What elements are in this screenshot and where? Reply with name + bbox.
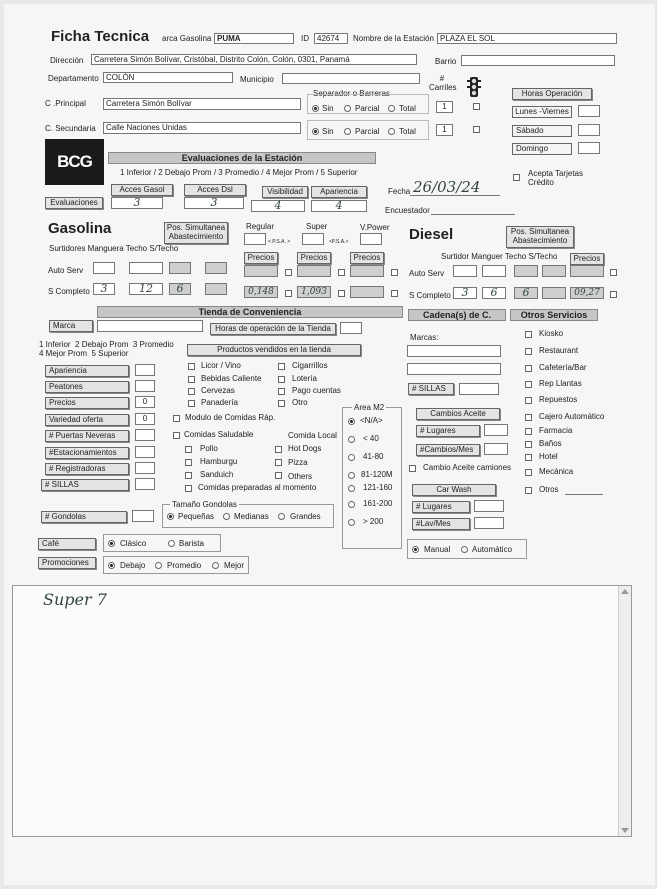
gondolas-label: # Gondolas [41, 511, 127, 523]
separador2-parcial-radio[interactable] [344, 128, 351, 135]
area-81-120-label: 81-120M [361, 470, 393, 479]
evaluaciones-label: Evaluaciones [45, 197, 103, 209]
cadena-marcas-label: Marcas: [410, 333, 439, 342]
cafe-label: Café [38, 538, 96, 550]
grandes-label: Grandes [290, 512, 321, 521]
gas-auto-techo[interactable] [169, 262, 191, 274]
notes-text: Super 7 [43, 590, 107, 609]
tienda-variedad-field[interactable]: 0 [135, 413, 155, 425]
cafe-clasico-label: Clásico [120, 539, 147, 548]
nombre-estacion-field[interactable]: PLAZA EL SOL [437, 33, 617, 44]
nombre-estacion-label: Nombre de la Estación [353, 34, 434, 43]
gas-auto-manguera[interactable] [129, 262, 163, 274]
municipio-field[interactable] [282, 73, 420, 84]
promo-promedio-radio[interactable] [155, 562, 162, 569]
farmacia-checkbox[interactable] [525, 428, 532, 435]
departamento-field[interactable]: COLÓN [103, 72, 233, 83]
scroll-down-icon[interactable] [621, 828, 629, 833]
hamburguesa-checkbox[interactable] [185, 459, 192, 466]
area-41-80-label: 41-80 [363, 452, 384, 461]
dsl-sc-techo[interactable]: 6 [514, 287, 538, 299]
tienda-puertas-field[interactable] [135, 429, 155, 441]
area-m2-title: Area M2 [354, 403, 385, 412]
tienda-horas-field[interactable] [340, 322, 362, 334]
tienda-puertas-label: # Puertas Neveras [45, 430, 129, 442]
notes-textarea[interactable] [12, 585, 632, 837]
otros-label: Otros [539, 485, 559, 494]
licor-vino-checkbox[interactable] [188, 363, 195, 370]
acepta-tarjetas-label: Acepta Tarjetas Crédito [528, 169, 583, 187]
gas-auto-regular-checkbox[interactable] [285, 269, 292, 276]
cadena-marcas-field-2[interactable] [407, 363, 501, 375]
id-label: ID [301, 34, 309, 43]
area-gt200-radio[interactable] [348, 519, 355, 526]
licor-vino-label: Licor / Vino [201, 361, 241, 370]
cafeteria-label: Cafetería/Bar [539, 363, 587, 372]
separador2-total-label: Total [399, 127, 416, 136]
diesel-precios-label: Precios [570, 253, 604, 265]
carwash-lav-mes-label: #Lav/Mes [412, 518, 470, 530]
area-161-200-radio[interactable] [348, 501, 355, 508]
direccion-field[interactable]: Carretera Simón Bolívar, Cristóbal, Distrito Colón, Colón, 0301, Panamá [91, 54, 417, 65]
cafeteria-checkbox[interactable] [525, 365, 532, 372]
tienda-peatones-field[interactable] [135, 380, 155, 392]
cambios-lugares-field[interactable] [484, 424, 508, 436]
gas-auto-super-checkbox[interactable] [338, 269, 345, 276]
grandes-radio[interactable] [278, 513, 285, 520]
restaurant-checkbox[interactable] [525, 348, 532, 355]
gas-sc-price-super[interactable]: 1,093 [297, 286, 331, 298]
cafe-clasico-radio[interactable] [108, 540, 115, 547]
regular-precios-label: Precios [244, 252, 278, 264]
encuestador-label: Encuestador [385, 206, 430, 215]
gasolina-title: Gasolina [48, 220, 112, 237]
loteria-label: Lotería [292, 374, 317, 383]
carwash-automatico-label: Automático [472, 545, 513, 554]
gasolina-pos-simultanea: Pos. Simultanea Abastecimiento [164, 222, 228, 244]
tienda-scale: 1 Inferior 2 Debajo Prom 3 Promedio 4 Mejor Prom 5 Superior [39, 340, 174, 358]
pequenas-label: Pequeñas [178, 512, 215, 521]
evaluaciones-scale: 1 Inferior / 2 Debajo Prom / 3 Promedio / 4 Mejor Prom / 5 Superior [120, 168, 358, 177]
municipio-label: Municipio [240, 75, 274, 84]
farmacia-label: Farmacia [539, 426, 573, 435]
marca-gasolina-field[interactable]: PUMA [214, 33, 294, 44]
cervezas-checkbox[interactable] [188, 388, 195, 395]
tienda-peatones-label: Peatones [45, 381, 129, 393]
carriles-principal-checkbox[interactable] [473, 103, 480, 110]
comidas-saludable-checkbox[interactable] [173, 432, 180, 439]
separador1-parcial-radio[interactable] [344, 105, 351, 112]
dsl-auto-checkbox[interactable] [610, 269, 617, 276]
separador-label: Separador o Barreras [313, 89, 390, 98]
promo-mejor-label: Mejor [224, 561, 245, 570]
tienda-sillas-field[interactable] [135, 478, 155, 490]
carriles-principal-field[interactable]: 1 [436, 101, 453, 113]
area-lt40-label: < 40 [363, 434, 379, 443]
diesel-title: Diesel [409, 226, 454, 243]
cigarrillos-label: Cigarrillos [292, 361, 328, 370]
hot-dogs-checkbox[interactable] [275, 446, 282, 453]
area-na-radio[interactable] [348, 418, 355, 425]
gas-auto-price-vpower[interactable] [350, 265, 384, 277]
gas-sc-price-vpower[interactable] [350, 286, 384, 298]
productos-vendidos-label: Productos vendidos en la tienda [187, 344, 361, 356]
separador1-total-label: Total [399, 104, 416, 113]
medianas-label: Medianas [234, 512, 269, 521]
tienda-precios-field[interactable]: 0 [135, 396, 155, 408]
tienda-precios-label: Precios [45, 397, 129, 409]
pago-cuentas-checkbox[interactable] [278, 388, 285, 395]
carriles-label: # Carriles [429, 74, 457, 92]
cajero-label: Cajero Automático [539, 412, 605, 421]
gas-auto-surtidores[interactable] [93, 262, 115, 274]
panaderia-label: Panadería [201, 398, 238, 407]
area-gt200-label: > 200 [363, 517, 384, 526]
cambios-lugares-label: # Lugares [416, 425, 480, 437]
tienda-apariencia-field[interactable] [135, 364, 155, 376]
mecanica-label: Mecánica [539, 467, 574, 476]
separador2-sin-label: Sin [322, 127, 334, 136]
form-title: Ficha Tecnica [51, 28, 150, 45]
dsl-auto-surtidor[interactable] [453, 265, 477, 277]
promo-promedio-label: Promedio [167, 561, 202, 570]
area-lt40-radio[interactable] [348, 436, 355, 443]
domingo-field[interactable] [578, 142, 600, 154]
calle-secundaria-field[interactable]: Calle Naciones Unidas [103, 122, 301, 134]
dsl-sc-checkbox[interactable] [610, 291, 617, 298]
gas-sc-super-checkbox[interactable] [338, 290, 345, 297]
mecanica-checkbox[interactable] [525, 469, 532, 476]
carwash-automatico-radio[interactable] [461, 546, 468, 553]
direccion-label: Dirección [50, 56, 84, 65]
tienda-estacionamientos-label: #Estacionamientos [45, 447, 129, 459]
promo-mejor-radio[interactable] [212, 562, 219, 569]
area-121-160-radio[interactable] [348, 485, 355, 492]
super-psa-label: <P.S.A.> [329, 239, 349, 245]
otros-underline[interactable] [565, 494, 603, 495]
cadena-marcas-field-1[interactable] [407, 345, 501, 357]
gas-auto-price-regular[interactable] [244, 265, 278, 277]
banos-checkbox[interactable] [525, 441, 532, 448]
promo-debajo-radio[interactable] [108, 562, 115, 569]
regular-label: Regular [246, 222, 275, 231]
cambios-mes-label: #Cambios/Mes [416, 444, 480, 456]
dsl-auto-manguer[interactable] [482, 265, 506, 277]
gas-sc-vpower-checkbox[interactable] [391, 290, 398, 297]
gas-auto-vpower-checkbox[interactable] [391, 269, 398, 276]
lunes-viernes-field[interactable] [578, 105, 600, 117]
acces-gasol-label: Acces Gasol [111, 184, 173, 196]
gasolina-s-completo-label: S Completo [48, 287, 90, 296]
bebidas-caliente-checkbox[interactable] [188, 376, 195, 383]
scroll-up-icon[interactable] [621, 589, 629, 594]
dsl-sc-price[interactable]: 09,27 [570, 287, 604, 299]
tienda-horas-label: Horas de operación de la Tienda [210, 323, 336, 335]
traffic-light-icon [467, 76, 481, 100]
regular-psa-label: < P.S.A. > [268, 239, 291, 245]
otros-servicios-header: Otros Servicios [510, 309, 598, 321]
bebidas-caliente-label: Bebidas Caliente [201, 374, 262, 383]
domingo-label: Domingo [512, 143, 572, 155]
gas-auto-stecho[interactable] [205, 262, 227, 274]
tienda-marca-field[interactable] [97, 320, 203, 332]
gasolina-auto-serv-label: Auto Serv [48, 266, 84, 275]
kiosko-label: Kiosko [539, 329, 564, 338]
vpower-precios-label: Precios [350, 252, 384, 264]
cadena-sillas-field[interactable] [459, 383, 499, 395]
tienda-variedad-label: Variedad oferta [45, 414, 129, 426]
barrio-field[interactable] [461, 55, 615, 66]
area-161-200-label: 161-200 [363, 499, 393, 508]
promo-debajo-label: Debajo [120, 561, 146, 570]
carwash-manual-label: Manual [424, 545, 451, 554]
pequenas-radio[interactable] [167, 513, 174, 520]
diesel-auto-serv-label: Auto Serv [409, 269, 445, 278]
otro-checkbox[interactable] [278, 400, 285, 407]
barrio-label: Barrio [435, 57, 457, 66]
comidas-preparadas-checkbox[interactable] [185, 485, 192, 492]
dsl-sc-stecho[interactable] [542, 287, 566, 299]
sabado-field[interactable] [578, 124, 600, 136]
tienda-estacionamientos-field[interactable] [135, 446, 155, 458]
vpower-psa-field[interactable] [360, 233, 382, 245]
cambio-camiones-checkbox[interactable] [409, 465, 416, 472]
tienda-sillas-label: # SILLAS [41, 479, 129, 491]
separador1-parcial-label: Parcial [355, 104, 380, 113]
area-na-label: <N/A> [360, 416, 383, 425]
gas-sc-techo[interactable]: 6 [169, 283, 191, 295]
diesel-pos-simultanea: Pos. Simultanea Abastecimiento [506, 226, 574, 248]
panaderia-checkbox[interactable] [188, 400, 195, 407]
gasolina-columns: Surtidores Manguera Techo S/Techo [49, 244, 179, 253]
comidas-saludable-label: Comidas Saludable [184, 430, 254, 439]
carwash-lugares-label: # Lugares [412, 501, 470, 513]
tienda-marca-label: Marca [49, 320, 93, 332]
loteria-checkbox[interactable] [278, 376, 285, 383]
cambios-mes-field[interactable] [484, 443, 508, 455]
cadena-sillas-label: # SILLAS [408, 383, 454, 395]
comidas-preparadas-label: Comidas preparadas al momento [198, 483, 317, 492]
fecha-label: Fecha [388, 187, 411, 196]
horas-operacion-header: Horas Operación [512, 88, 592, 100]
cigarrillos-checkbox[interactable] [278, 363, 285, 370]
tienda-apariencia-label: Apariencia [45, 365, 129, 377]
cambios-aceite-header: Cambios Aceite [416, 408, 500, 420]
dsl-auto-price[interactable] [570, 265, 604, 277]
area-121-160-label: 121-160 [363, 483, 393, 492]
super-psa-field[interactable] [302, 233, 324, 245]
separador1-sin-radio[interactable] [312, 105, 319, 112]
tamano-gondolas-title: Tamaño Gondolas [172, 500, 237, 509]
kiosko-checkbox[interactable] [525, 331, 532, 338]
eval-visibilidad-field[interactable]: 4 [251, 200, 305, 212]
visibilidad-label: Visibilidad [262, 186, 308, 198]
others-label: Others [288, 472, 313, 481]
medianas-radio[interactable] [223, 513, 230, 520]
hotel-label: Hotel [539, 452, 558, 461]
bcg-logo: BCG [45, 139, 104, 185]
restaurant-label: Restaurant [539, 346, 579, 355]
sabado-label: Sábado [512, 125, 572, 137]
super-precios-label: Precios [297, 252, 331, 264]
gondolas-field[interactable] [132, 510, 154, 522]
cafe-barista-radio[interactable] [168, 540, 175, 547]
pollo-checkbox[interactable] [185, 446, 192, 453]
marca-gasolina-label: arca Gasolina [162, 34, 212, 43]
departamento-label: Departamento [48, 74, 99, 83]
dsl-auto-stecho[interactable] [542, 265, 566, 277]
form-sheet [4, 4, 655, 885]
tienda-header: Tienda de Conveniencia [97, 306, 403, 318]
cadena-header: Cadena(s) de C. [408, 309, 506, 321]
banos-label: Baños [539, 439, 562, 448]
repuestos-checkbox[interactable] [525, 397, 532, 404]
hamburguesa-label: Hamburgu [200, 457, 238, 466]
sanduich-label: Sanduich [200, 470, 234, 479]
gas-sc-manguera[interactable]: 12 [129, 283, 163, 295]
separador1-total-radio[interactable] [388, 105, 395, 112]
separador2-sin-radio[interactable] [312, 128, 319, 135]
cajero-checkbox[interactable] [525, 414, 532, 421]
apariencia-label: Apariencia [311, 186, 367, 198]
rep-llantas-label: Rep Llantas [539, 379, 582, 388]
calle-secundaria-label: C. Secundaria [45, 124, 96, 133]
super-label: Super [306, 222, 328, 231]
tienda-registradoras-label: # Registradoras [45, 463, 129, 475]
carriles-secundaria-field[interactable]: 1 [436, 124, 453, 136]
hot-dogs-label: Hot Dogs [288, 444, 322, 453]
lunes-viernes-label: Lunes -Viernes [512, 106, 572, 118]
calle-principal-field[interactable]: Carretera Simón Bolívar [103, 98, 301, 110]
fecha-underline [410, 195, 500, 196]
carwash-lugares-field[interactable] [474, 500, 504, 512]
separador2-total-radio[interactable] [388, 128, 395, 135]
carwash-lav-mes-field[interactable] [474, 517, 504, 529]
evaluaciones-header: Evaluaciones de la Estación [108, 152, 376, 164]
pollo-label: Pollo [200, 444, 218, 453]
eval-acces-dsl-field[interactable]: 3 [184, 197, 244, 209]
gas-sc-stecho[interactable] [205, 283, 227, 295]
modulo-comidas-label: Modulo de Comidas Ráp. [185, 413, 276, 422]
cafe-barista-label: Barista [179, 539, 204, 548]
area-41-80-radio[interactable] [348, 454, 355, 461]
eval-acces-gasol-field[interactable]: 3 [111, 197, 163, 209]
rep-llantas-checkbox[interactable] [525, 381, 532, 388]
area-81-120-radio[interactable] [348, 472, 355, 479]
gas-sc-surtidores[interactable]: 3 [93, 283, 115, 295]
modulo-comidas-checkbox[interactable] [173, 415, 180, 422]
promociones-label: Promociones [38, 557, 96, 569]
gas-sc-regular-checkbox[interactable] [285, 290, 292, 297]
comida-local-label: Comida Local [288, 431, 337, 440]
pago-cuentas-label: Pago cuentas [292, 386, 341, 395]
otros-checkbox[interactable] [525, 487, 532, 494]
vpower-label: V.Power [360, 223, 390, 232]
car-wash-header: Car Wash [412, 484, 496, 496]
notes-scrollbar[interactable] [618, 586, 631, 836]
gas-auto-price-super[interactable] [297, 265, 331, 277]
dsl-sc-surtidor[interactable]: 3 [453, 287, 477, 299]
acepta-tarjetas-checkbox[interactable] [513, 174, 520, 181]
encuestador-underline[interactable] [431, 214, 515, 215]
eval-apariencia-field[interactable]: 4 [311, 200, 367, 212]
pizza-label: Pizza [288, 458, 308, 467]
acces-dsl-label: Acces Dsl [184, 184, 246, 196]
gas-sc-price-regular[interactable]: 0,148 [244, 286, 278, 298]
sanduich-checkbox[interactable] [185, 472, 192, 479]
fecha-field[interactable]: 26/03/24 [413, 178, 481, 196]
others-checkbox[interactable] [275, 472, 282, 479]
dsl-sc-manguer[interactable]: 6 [482, 287, 506, 299]
tienda-registradoras-field[interactable] [135, 462, 155, 474]
separador2-parcial-label: Parcial [355, 127, 380, 136]
hotel-checkbox[interactable] [525, 454, 532, 461]
repuestos-label: Repuestos [539, 395, 578, 404]
diesel-s-completo-label: S Completo [409, 291, 451, 300]
calle-principal-label: C .Principal [45, 99, 86, 108]
diesel-columns: Surtidor Manguer Techo S/Techo [441, 252, 558, 261]
id-field[interactable]: 42674 [314, 33, 348, 44]
pizza-checkbox[interactable] [275, 459, 282, 466]
cambio-camiones-label: Cambio Aceite camiones [423, 463, 512, 472]
dsl-auto-techo[interactable] [514, 265, 538, 277]
regular-psa-field[interactable] [244, 233, 266, 245]
cervezas-label: Cervezas [201, 386, 235, 395]
separador1-sin-label: Sin [322, 104, 334, 113]
carwash-manual-radio[interactable] [412, 546, 419, 553]
carriles-secundaria-checkbox[interactable] [473, 126, 480, 133]
otro-label: Otro [292, 398, 308, 407]
